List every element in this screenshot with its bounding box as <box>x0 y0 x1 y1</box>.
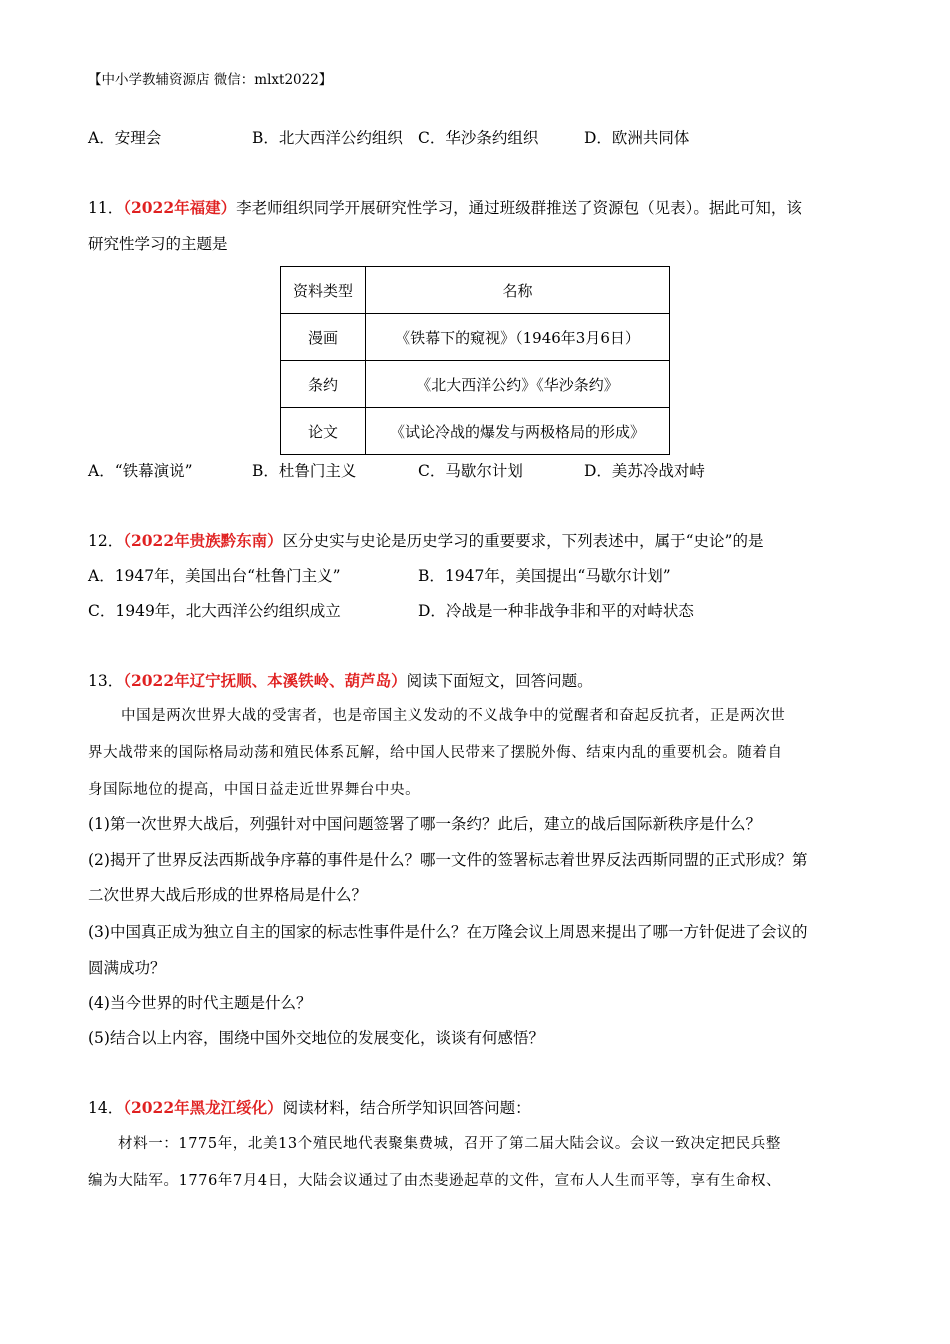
table-cell-type: 条约 <box>281 361 366 408</box>
q10-option-a: A．安理会 <box>88 129 162 147</box>
resource-table <box>280 266 670 455</box>
q10-option-c: C．华沙条约组织 <box>418 129 539 147</box>
q12-option-d: D．冷战是一种非战争非和平的对峙状态 <box>418 602 694 620</box>
q14-material-line: 材料一：1775年，北美13个殖民地代表聚集费城，召开了第二届大陆会议。会议一致决定把民兵整 <box>118 1136 781 1152</box>
q11-option-a: A．“铁幕演说” <box>88 462 193 480</box>
q12-option-a: A．1947年，美国出台“杜鲁门主义” <box>88 567 341 585</box>
q13-question-3-cont: 圆满成功？ <box>88 959 166 977</box>
q12-option-b: B．1947年，美国提出“马歇尔计划” <box>418 567 671 585</box>
table-header-name: 名称 <box>366 267 670 314</box>
q12-option-c: C．1949年，北大西洋公约组织成立 <box>88 602 341 620</box>
q12-number: 12． <box>88 532 124 550</box>
q13-passage-line: 界大战带来的国际格局动荡和殖民体系瓦解，给中国人民带来了摆脱外侮、结束内乱的重要机会。随着自 <box>88 745 783 761</box>
q11-stem: 李老师组织同学开展研究性学习，通过班级群推送了资源包（见表）。据此可知，该 <box>236 199 802 217</box>
q13-question-5: (5)结合以上内容，围绕中国外交地位的发展变化，谈谈有何感悟？ <box>88 1029 544 1047</box>
q12-stem: 区分史实与史论是历史学习的重要要求，下列表述中，属于“史论”的是 <box>282 532 764 550</box>
page-header: 【中小学教辅资源店 微信：mlxt2022】 <box>88 72 333 88</box>
table-header-type: 资料类型 <box>281 267 366 314</box>
q12-source: （2022年贵族黔东南） <box>123 531 283 550</box>
q12-stem-line <box>88 531 763 551</box>
table-row <box>281 361 670 408</box>
q13-passage-line: 身国际地位的提高，中国日益走近世界舞台中央。 <box>88 782 421 798</box>
table-row <box>281 408 670 455</box>
q14-stem-line <box>88 1098 531 1118</box>
table-cell-name: 《试论冷战的爆发与两极格局的形成》 <box>366 408 670 455</box>
table-row <box>281 314 670 361</box>
table-cell-name: 《北大西洋公约》《华沙条约》 <box>366 361 670 408</box>
table-cell-type: 漫画 <box>281 314 366 361</box>
q11-option-c: C．马歇尔计划 <box>418 462 523 480</box>
q11-stem-line1 <box>88 198 802 218</box>
q13-source: （2022年辽宁抚顺、本溪铁岭、葫芦岛） <box>123 671 407 690</box>
q13-stem: 阅读下面短文，回答问题。 <box>406 672 593 690</box>
table-cell-type: 论文 <box>281 408 366 455</box>
table-header-row <box>281 267 670 314</box>
q13-question-2: (2)揭开了世界反法西斯战争序幕的事件是什么？哪一文件的签署标志着世界反法西斯同盟的正式形成？第 <box>88 851 808 869</box>
q14-number: 14． <box>88 1099 124 1117</box>
q13-stem-line <box>88 671 593 691</box>
q13-passage-line: 中国是两次世界大战的受害者，也是帝国主义发动的不义战争中的觉醒者和奋起反抗者，正是两次世 <box>121 708 786 724</box>
q11-option-b: B．杜鲁门主义 <box>252 462 357 480</box>
q11-stem-line2: 研究性学习的主题是 <box>88 235 228 253</box>
q14-source: （2022年黑龙江绥化） <box>123 1098 283 1117</box>
q13-number: 13． <box>88 672 124 690</box>
table-cell-name: 《铁幕下的窥视》（1946年3月6日） <box>366 314 670 361</box>
q10-option-d: D．欧洲共同体 <box>584 129 690 147</box>
q11-number: 11． <box>88 199 124 217</box>
q13-question-1: (1)第一次世界大战后，列强针对中国问题签署了哪一条约？此后，建立的战后国际新秩序是什么？ <box>88 815 761 833</box>
q10-option-b: B．北大西洋公约组织 <box>252 129 403 147</box>
q11-option-d: D．美苏冷战对峙 <box>584 462 705 480</box>
q14-material-line: 编为大陆军。1776年7月4日，大陆会议通过了由杰斐逊起草的文件，宣布人人生而平等，享有生命权、 <box>88 1173 782 1189</box>
q13-question-4: (4)当今世界的时代主题是什么？ <box>88 994 312 1012</box>
q11-source: （2022年福建） <box>123 198 237 217</box>
q14-stem: 阅读材料，结合所学知识回答问题： <box>282 1099 531 1117</box>
q13-question-2-cont: 二次世界大战后形成的世界格局是什么？ <box>88 886 368 904</box>
q13-question-3: (3)中国真正成为独立自主的国家的标志性事件是什么？在万隆会议上周恩来提出了哪一方针促进了会议的 <box>88 923 808 941</box>
